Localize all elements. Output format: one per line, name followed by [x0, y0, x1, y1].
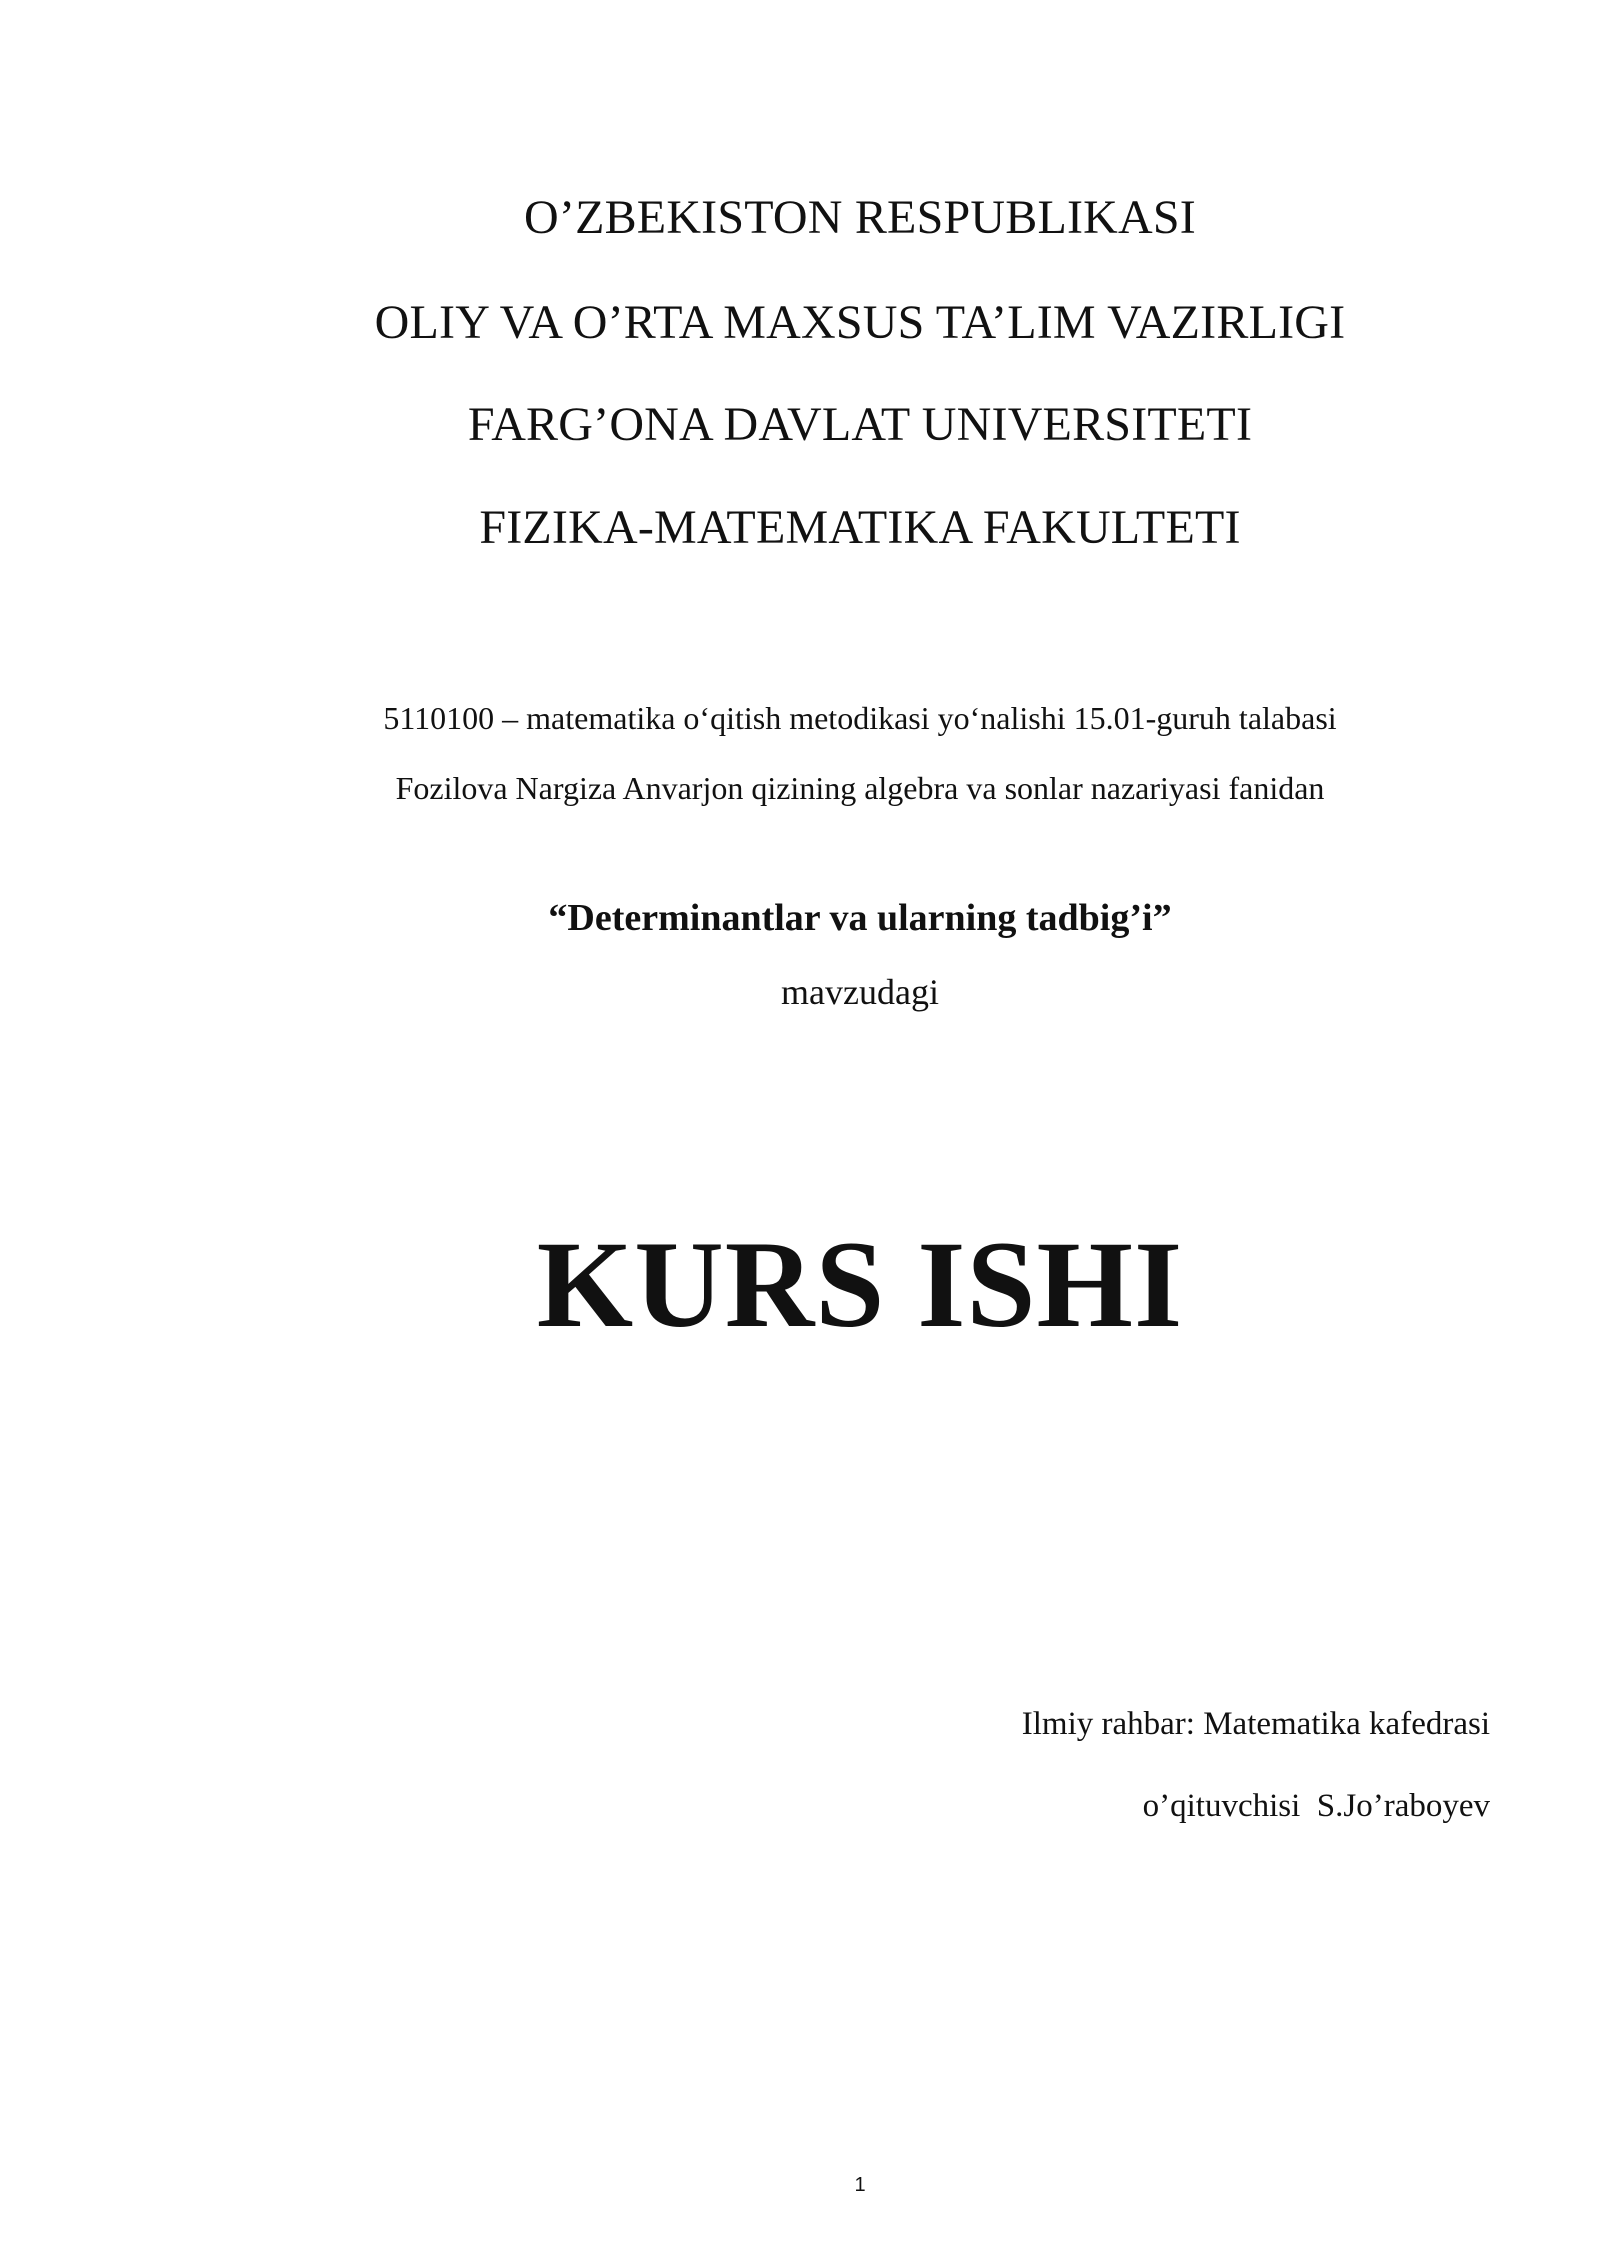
header-faculty: FIZIKA-MATEMATIKA FAKULTETI [479, 501, 1241, 554]
header-country: O’ZBEKISTON RESPUBLIKASI [524, 191, 1196, 244]
student-info-line-2: Fozilova Nargiza Anvarjon qizining algebra va sonlar nazariyasi fanidan [395, 770, 1325, 806]
page-number: 1 [854, 2174, 866, 2196]
document-type-title: KURS ISHI [536, 1216, 1184, 1353]
topic-title: “Determinantlar va ularning tadbig’i” [548, 897, 1172, 939]
header-ministry: OLIY VA O’RTA MAXSUS TA’LIM VAZIRLIGI [374, 296, 1346, 349]
topic-subtitle: mavzudagi [781, 972, 939, 1012]
supervisor-line-1: Ilmiy rahbar: Matematika kafedrasi [1021, 1706, 1490, 1742]
supervisor-line-2: o’qituvchisi S.Jo’raboyev [1142, 1788, 1490, 1824]
student-info-line-1: 5110100 – matematika o‘qitish metodikasi yo‘nalishi 15.01-guruh talabasi [383, 700, 1337, 736]
header-university: FARG’ONA DAVLAT UNIVERSITETI [467, 398, 1253, 451]
